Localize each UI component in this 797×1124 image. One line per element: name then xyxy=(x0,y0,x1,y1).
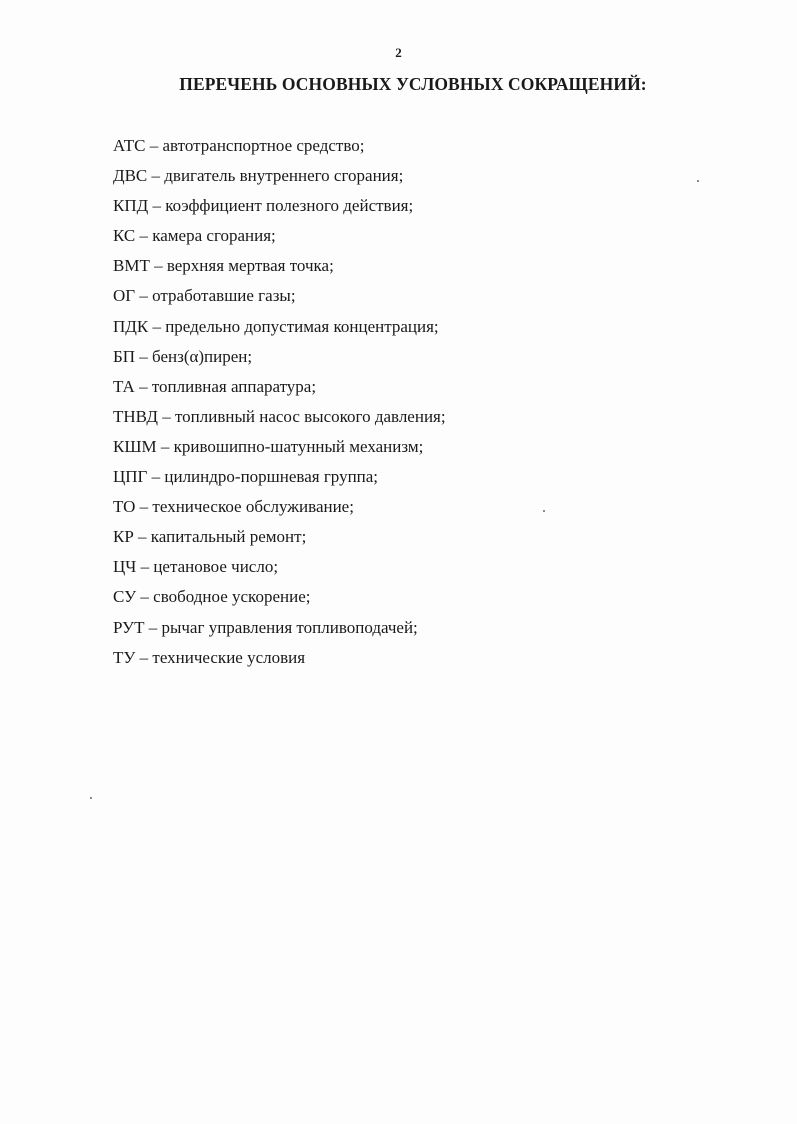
list-item: КШМ – кривошипно-шатунный механизм; xyxy=(113,436,424,456)
list-item: ОГ – отработавшие газы; xyxy=(113,286,296,306)
list-item: ТУ – технические условия xyxy=(113,647,306,667)
list-item: ВМТ – верхняя мертвая точка; xyxy=(113,256,334,276)
list-item: КР – капитальный ремонт; xyxy=(113,527,307,547)
list-item: ЦЧ – цетановое число; xyxy=(113,557,279,577)
list-item: БП – бенз(α)пирен; xyxy=(113,346,253,366)
list-item: РУТ – рычаг управления топливоподачей; xyxy=(113,617,418,637)
scan-speck xyxy=(697,180,699,182)
list-item: ТО – техническое обслуживание; xyxy=(113,497,354,517)
page-title: ПЕРЕЧЕНЬ ОСНОВНЫХ УСЛОВНЫХ СОКРАЩЕНИЙ: xyxy=(179,74,647,94)
list-item: ТА – топливная аппаратура; xyxy=(113,376,317,396)
list-item: ТНВД – топливный насос высокого давления; xyxy=(113,406,446,426)
list-item: АТС – автотранспортное средство; xyxy=(113,136,365,155)
scan-speck xyxy=(90,797,92,799)
list-item: КПД – коэффициент полезного действия; xyxy=(113,196,414,216)
abbreviation-list xyxy=(113,131,446,673)
list-item: ПДК – предельно допустимая концентрация; xyxy=(113,316,439,336)
list-item: ЦПГ – цилиндро-поршневая группа; xyxy=(113,467,379,487)
list-item: КС – камера сгорания; xyxy=(113,226,276,246)
list-item: СУ – свободное ускорение; xyxy=(113,587,311,607)
list-item: ДВС – двигатель внутреннего сгорания; xyxy=(113,166,404,186)
page-number: 2 xyxy=(395,45,402,60)
scan-speck xyxy=(543,510,545,512)
